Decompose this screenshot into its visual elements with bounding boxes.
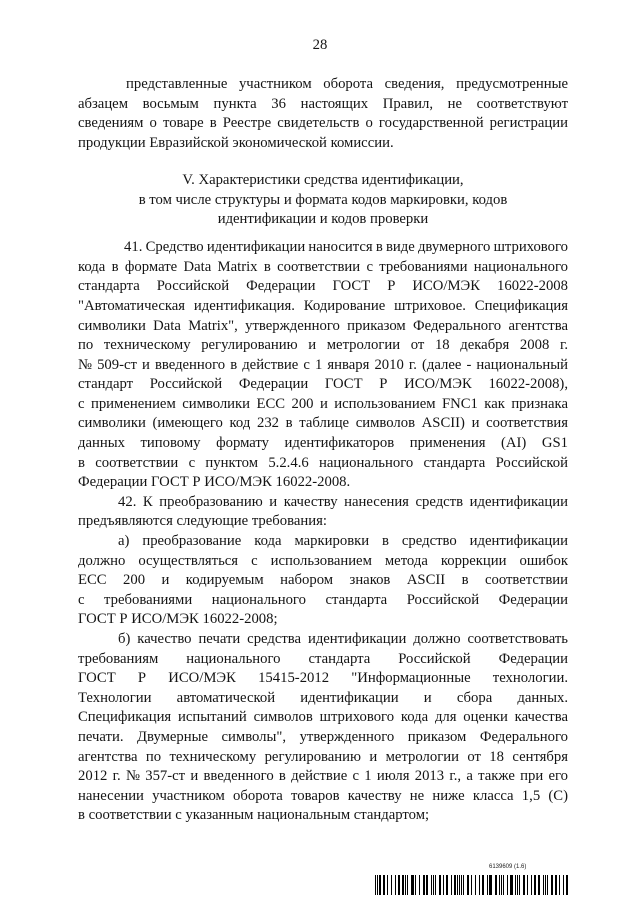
subitem-a — [78, 532, 568, 630]
text-line: продукции Евразийской экономической комиссии. — [78, 134, 394, 151]
text-line: представленные участником оборота сведения, предусмотренные — [126, 76, 568, 92]
text-line: агентства по техническому регулированию и метрологии от 18 сентября — [78, 748, 568, 765]
section-heading — [78, 171, 568, 230]
section-body — [78, 238, 568, 826]
barcode — [375, 875, 568, 895]
text-line: 2012 г. № 357-ст и введенного в действие с 1 июля 2013 г., а также при его — [78, 768, 568, 785]
text-line: № 509-ст и введенного в действие с 1 января 2010 г. (далее - национальный — [78, 356, 568, 373]
text-line: по техническому регулированию и метрологии от 18 декабря 2008 г. — [78, 337, 568, 354]
text-line: абзацем восьмым пункта 36 настоящих Правил, не соответствуют — [78, 95, 568, 112]
text-line: символики (имеющего код 232 в таблице символов ASCII) и соответствия — [78, 415, 568, 432]
text-line: "Автоматическая идентификация. Кодирование штриховое. Спецификация — [78, 297, 568, 314]
page-number: 28 — [312, 37, 328, 53]
text-line: предъявляются следующие требования: — [78, 513, 327, 530]
text-line: стандарта Российской Федерации ГОСТ Р ИСО/МЭК 16022-2008 — [78, 278, 568, 295]
heading-line: идентификации и кодов проверки — [217, 211, 429, 228]
barcode-caption: 6139609 (1.6) — [489, 864, 527, 870]
text-line: кода в формате Data Matrix в соответствии с требованиями национального — [78, 258, 568, 275]
text-line: ECC 200 и кодируемым набором знаков ASCII в соответствии — [78, 572, 568, 589]
text-line: 41. Средство идентификации наносится в виде двумерного штрихового — [124, 239, 568, 256]
heading-line: в том числе структуры и формата кодов маркировки, кодов — [138, 191, 508, 208]
text-line: б) качество печати средства идентификации должно соответствовать — [118, 631, 568, 648]
text-line: стандарт Российской Федерации ГОСТ Р ИСО/МЭК 16022-2008), — [78, 376, 568, 393]
page-text — [78, 75, 568, 826]
text-line: сведениям о товаре в Реестре свидетельств о государственной регистрации — [78, 115, 568, 132]
text-line: Спецификация испытаний символов штрихового кода для оценки качества — [78, 709, 568, 726]
paragraph-continuation — [78, 75, 568, 153]
heading-line: V. Характеристики средства идентификации, — [182, 172, 464, 189]
subitem-b — [78, 630, 568, 826]
paragraph-42 — [78, 493, 568, 532]
text-line: символики Data Matrix", утвержденного приказом Федерального агентства — [78, 317, 568, 334]
text-line: с требованиями национального стандарта Российской Федерации — [78, 591, 568, 608]
text-line: печати. Двумерные символы", утвержденного приказом Федерального — [78, 728, 568, 745]
text-line: нанесении участником оборота товаров качеству не ниже класса 1,5 (С) — [78, 787, 568, 804]
text-line: в соответствии с пунктом 5.2.4.6 национального стандарта Российской — [78, 454, 568, 471]
paragraph-41 — [78, 238, 568, 493]
text-line: 42. К преобразованию и качеству нанесения средств идентификации — [118, 493, 568, 510]
text-line: Технологии автоматической идентификации и сбора данных. — [78, 689, 568, 706]
text-line: должно осуществляться с использованием метода коррекции ошибок — [78, 552, 568, 569]
text-line: данных типовому формату идентификаторов применения (AI) GS1 — [78, 435, 568, 452]
text-line: в соответствии с указанным национальным стандартом; — [78, 807, 430, 824]
text-line: требованиям национального стандарта Российской Федерации — [78, 650, 568, 667]
text-line: а) преобразование кода маркировки в средство идентификации — [118, 533, 568, 550]
text-line: ГОСТ Р ИСО/МЭК 15415-2012 "Информационные технологии. — [78, 670, 568, 687]
text-line: Федерации ГОСТ Р ИСО/МЭК 16022-2008. — [78, 474, 351, 491]
text-line: ГОСТ Р ИСО/МЭК 16022-2008; — [78, 611, 278, 628]
text-line: с применением символики ECC 200 и использованием FNC1 как признака — [78, 395, 568, 412]
